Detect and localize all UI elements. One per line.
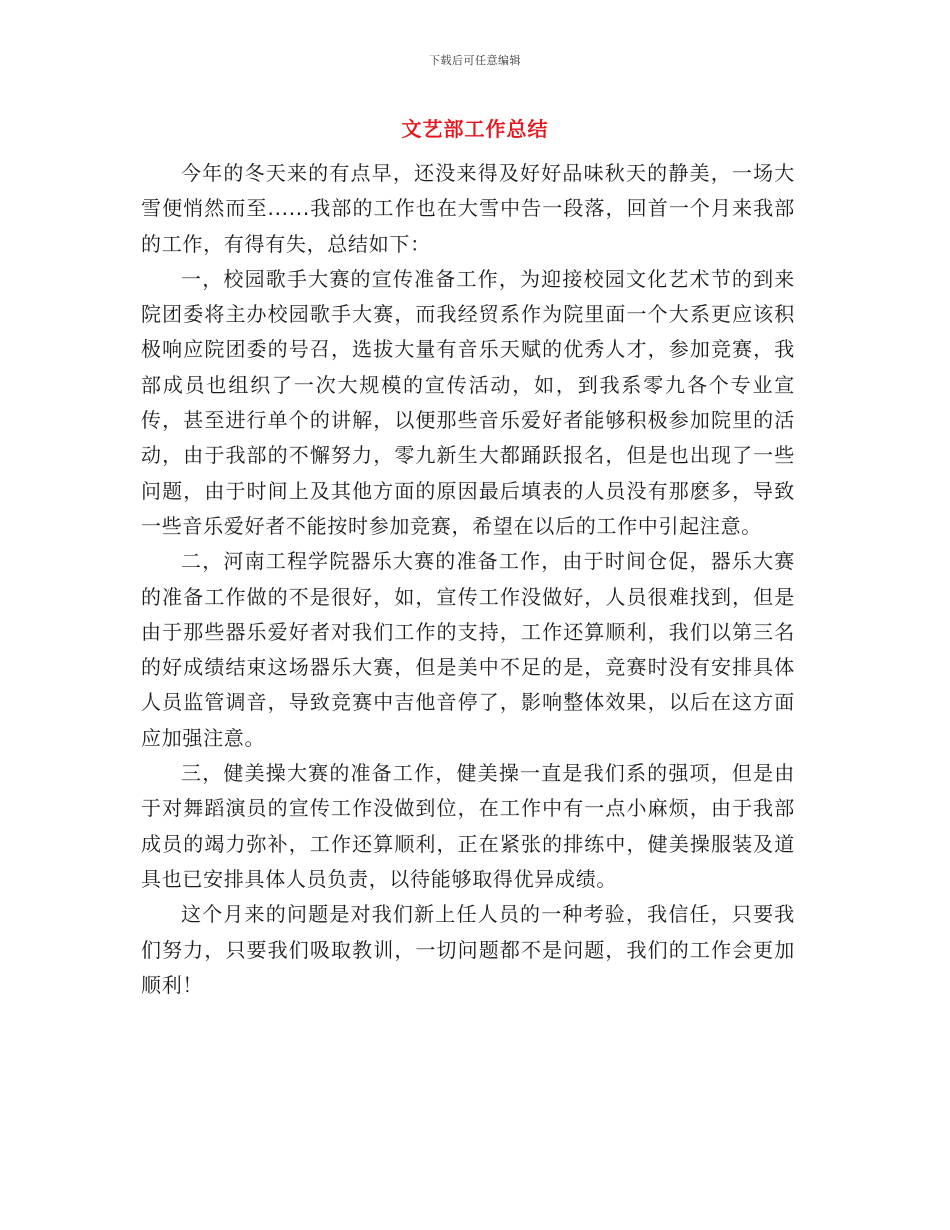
paragraph-intro: 今年的冬天来的有点早，还没来得及好好品味秋天的静美，一场大雪便悄然而至......我部的工作也在大雪中告一段落，回首一个月来我部的工作，有得有失，总结如下：: [141, 161, 795, 256]
document-title: 文艺部工作总结: [401, 117, 549, 141]
document-body: [141, 156, 795, 1003]
paragraph-conclusion: 这个月来的问题是对我们新上任人员的一种考验，我信任，只要我们努力，只要我们吸取教训，一切问题都不是问题，我们的工作会更加顺利！: [141, 902, 795, 997]
paragraph-aerobics-contest: 三，健美操大赛的准备工作，健美操一直是我们系的强项，但是由于对舞蹈演员的宣传工作没做到位，在工作中有一点小麻烦，由于我部成员的竭力弥补，工作还算顺利，正在紧张的排练中，健美操服装及道具也已安排具体人员负责，以待能够取得优异成绩。: [141, 761, 795, 891]
download-note: 下载后可任意编辑: [429, 54, 521, 67]
paragraph-singer-contest: 一，校园歌手大赛的宣传准备工作，为迎接校园文化艺术节的到来院团委将主办校园歌手大赛，而我经贸系作为院里面一个大系更应该积极响应院团委的号召，选拔大量有音乐天赋的优秀人才，参加竞赛，我部成员也组织了一次大规模的宣传活动，如，到我系零九各个专业宣传，甚至进行单个的讲解，以便那些音乐爱好者能够积极参加院里的活动，由于我部的不懈努力，零九新生大都踊跃报名，但是也出现了一些问题，由于时间上及其他方面的原因最后填表的人员没有那麽多，导致一些音乐爱好者不能按时参加竞赛，希望在以后的工作中引起注意。: [141, 266, 795, 538]
paragraph-instrument-contest: 二，河南工程学院器乐大赛的准备工作，由于时间仓促，器乐大赛的准备工作做的不是很好，如，宣传工作没做好，人员很难找到，但是由于那些器乐爱好者对我们工作的支持，工作还算顺利，我们以第三名的好成绩结束这场器乐大赛，但是美中不足的是，竞赛时没有安排具体人员监管调音，导致竞赛中吉他音停了，影响整体效果，以后在这方面应加强注意。: [141, 549, 795, 750]
